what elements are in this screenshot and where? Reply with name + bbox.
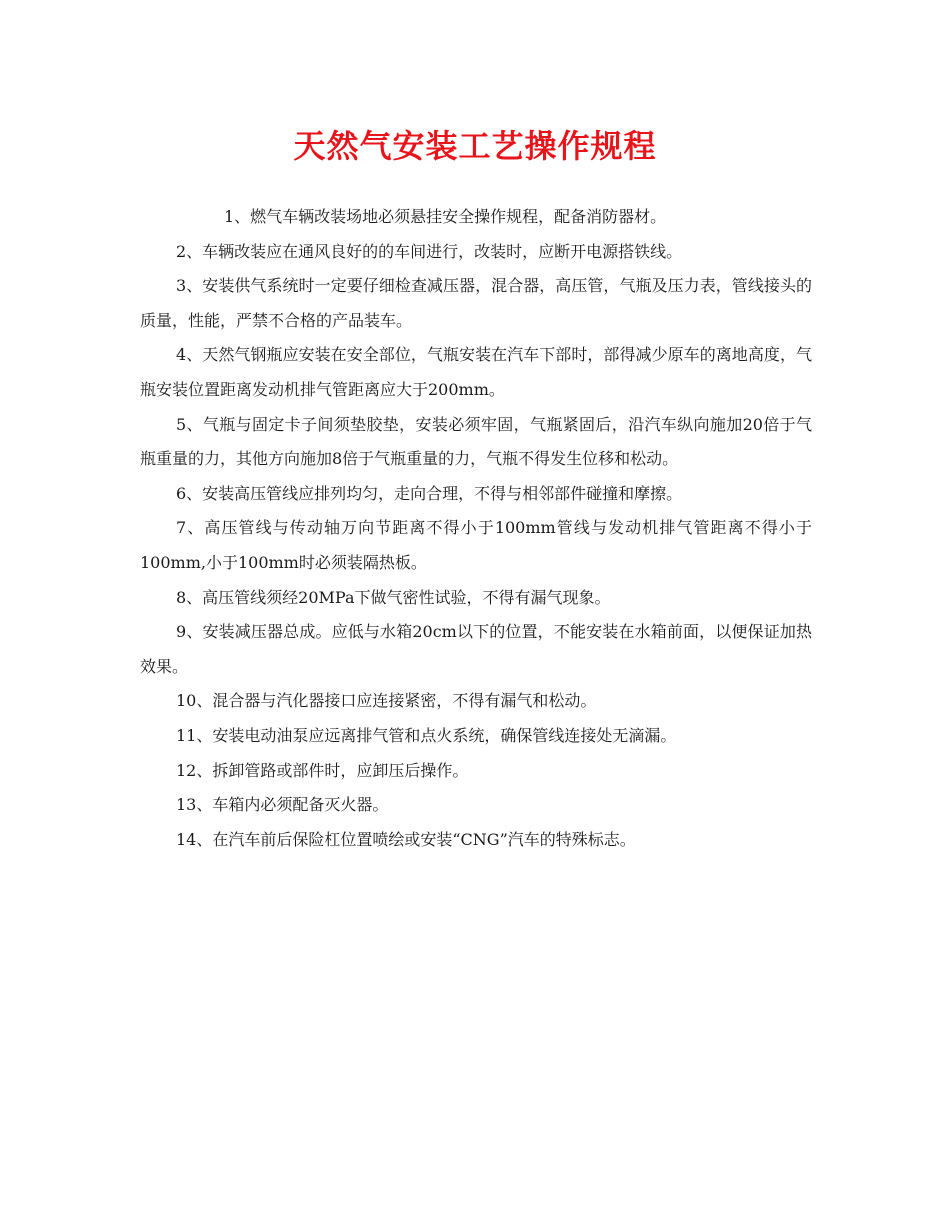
paragraph-8: 8、高压管线须经20MPa下做气密性试验，不得有漏气现象。 (176, 587, 611, 607)
paragraph-6: 6、安装高压管线应排列均匀，走向合理，不得与相邻部件碰撞和摩擦。 (176, 483, 683, 503)
paragraph-5: 5、气瓶与固定卡子间须垫胶垫，安装必须牢固，气瓶紧固后，沿汽车纵向施加20倍于气瓶重量的力，其他方向施加8倍于气瓶重量的力，气瓶不得发生位移和松动。 (140, 414, 812, 469)
paragraph-10: 10、混合器与汽化器接口应连接紧密，不得有漏气和松动。 (176, 691, 597, 711)
document-body (140, 200, 812, 857)
paragraph-7: 7、高压管线与传动轴万向节距离不得小于100mm管线与发动机排气管距离不得小于100mm,小于100mm时必须装隔热板。 (140, 518, 812, 572)
paragraph-4: 4、天然气钢瓶应安装在安全部位，气瓶安装在汽车下部时，部得减少原车的离地高度，气瓶安装位置距离发动机排气管距离应大于200mm。 (140, 345, 812, 399)
paragraph-13: 13、车箱内必须配备灭火器。 (176, 795, 389, 815)
paragraph-2: 2、车辆改装应在通风良好的的车间进行，改装时，应断开电源搭铁线。 (176, 241, 683, 261)
paragraph-3: 3、安装供气系统时一定要仔细检查减压器，混合器，高压管，气瓶及压力表，管线接头的质量，性能，严禁不合格的产品装车。 (140, 276, 812, 330)
paragraph-9: 9、安装减压器总成。应低与水箱20cm以下的位置，不能安装在水箱前面，以便保证加热效果。 (140, 622, 812, 676)
document-title: 天然气安装工艺操作规程 (293, 127, 657, 165)
paragraph-1: 1、燃气车辆改装场地必须悬挂安全操作规程，配备消防器材。 (224, 207, 667, 226)
paragraph-14: 14、在汽车前后保险杠位置喷绘或安装“CNG”汽车的特殊标志。 (176, 829, 636, 849)
paragraph-12: 12、拆卸管路或部件时，应卸压后操作。 (176, 760, 469, 780)
paragraph-11: 11、安装电动油泵应远离排气管和点火系统，确保管线连接处无滴漏。 (176, 725, 677, 745)
